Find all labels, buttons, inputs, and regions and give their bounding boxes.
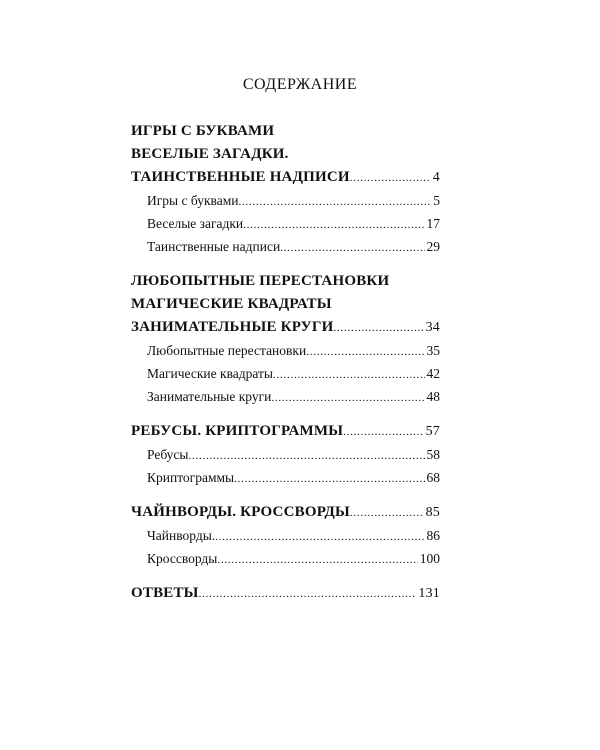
dot-leader <box>280 235 424 260</box>
entry-title: Ребусы <box>147 447 189 462</box>
section-heading-entry[interactable] <box>131 166 440 189</box>
dot-leader <box>271 385 424 410</box>
dot-leader <box>215 524 424 549</box>
dot-leader <box>234 466 424 491</box>
toc-entry[interactable] <box>131 339 440 362</box>
section-heading-line: ЛЮБОПЫТНЫЕ ПЕРЕСТАНОВКИ <box>131 273 390 289</box>
page-number: 4 <box>432 170 440 185</box>
entry-title: Магические квадраты <box>147 366 273 381</box>
page-number: 57 <box>425 424 440 439</box>
page-number: 131 <box>418 586 440 601</box>
toc-entry[interactable] <box>131 385 440 408</box>
page-number: 100 <box>419 551 440 566</box>
section-heading-title: ТАИНСТВЕННЫЕ НАДПИСИ <box>131 169 350 185</box>
page-number: 35 <box>426 343 440 358</box>
page-number: 58 <box>426 447 440 462</box>
toc-entry[interactable] <box>131 443 440 466</box>
dot-leader <box>306 339 424 364</box>
dot-leader <box>273 362 425 387</box>
table-of-contents <box>131 120 440 605</box>
dot-leader <box>350 166 431 190</box>
section-heading-line: МАГИЧЕСКИЕ КВАДРАТЫ <box>131 296 332 312</box>
page-number: 29 <box>426 239 440 254</box>
section-heading-title: ЧАЙНВОРДЫ. КРОССВОРДЫ <box>131 504 350 520</box>
toc-entry[interactable] <box>131 524 440 547</box>
entry-title: Криптограммы <box>147 470 235 485</box>
page-number: 42 <box>426 366 440 381</box>
toc-entry[interactable] <box>131 547 440 570</box>
dot-leader <box>238 189 431 214</box>
entry-title: Занимательные круги <box>147 389 272 404</box>
toc-section <box>131 120 440 258</box>
page-number: 48 <box>426 389 440 404</box>
page-number: 5 <box>433 193 440 208</box>
section-heading-title: ОТВЕТЫ <box>131 585 199 601</box>
toc-title: СОДЕРЖАНИЕ <box>242 76 358 93</box>
entry-title: Кроссворды <box>147 551 218 566</box>
toc-entry[interactable] <box>131 362 440 385</box>
toc-entry[interactable] <box>131 235 440 258</box>
page-number: 85 <box>425 505 440 520</box>
toc-entry[interactable] <box>131 466 440 489</box>
entry-title: Таинственные надписи <box>147 239 281 254</box>
section-heading-title: ЗАНИМАТЕЛЬНЫЕ КРУГИ <box>131 319 334 335</box>
section-heading-title: РЕБУСЫ. КРИПТОГРАММЫ <box>131 423 344 439</box>
section-heading-line: ВЕСЕЛЫЕ ЗАГАДКИ. <box>131 146 289 162</box>
dot-leader <box>334 316 424 340</box>
toc-section <box>131 420 440 489</box>
section-heading-line: ИГРЫ С БУКВАМИ <box>131 123 275 139</box>
toc-section <box>131 270 440 408</box>
entry-title: Чайнворды. <box>147 528 216 543</box>
dot-leader <box>189 443 425 468</box>
entry-title: Игры с буквами <box>147 193 239 208</box>
page-number: 68 <box>426 470 440 485</box>
section-heading-entry[interactable] <box>131 501 440 524</box>
toc-section <box>131 582 440 605</box>
toc-entry[interactable] <box>131 212 440 235</box>
dot-leader <box>199 582 417 606</box>
section-heading-entry[interactable] <box>131 420 440 443</box>
page-number: 17 <box>426 216 440 231</box>
page-number: 86 <box>426 528 440 543</box>
dot-leader <box>243 212 424 237</box>
toc-section <box>131 501 440 570</box>
entry-title: Веселые загадки <box>147 216 244 231</box>
page-number: 34 <box>425 320 440 335</box>
dot-leader <box>217 547 417 572</box>
section-heading-entry[interactable] <box>131 582 440 605</box>
entry-title: Любопытные перестановки <box>147 343 307 358</box>
toc-entry[interactable] <box>131 189 440 212</box>
dot-leader <box>343 420 423 444</box>
dot-leader <box>350 501 424 525</box>
section-heading-entry[interactable] <box>131 316 440 339</box>
